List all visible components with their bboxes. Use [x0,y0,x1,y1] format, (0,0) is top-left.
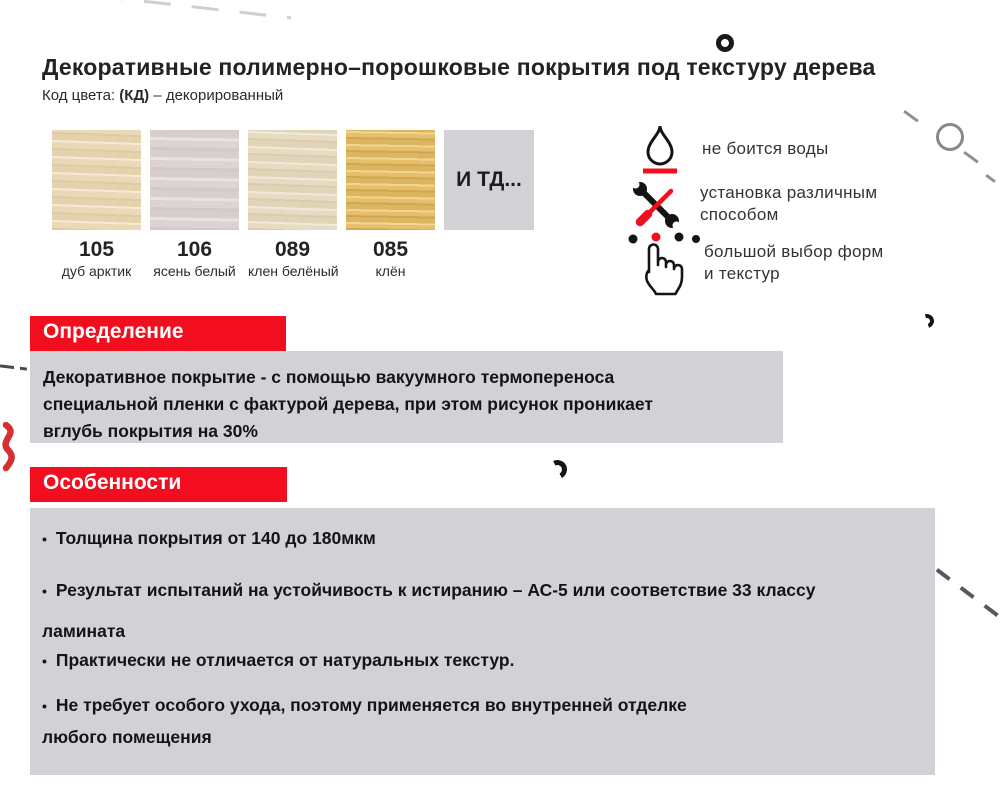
swatch-085 [346,130,435,279]
swatch-row [52,130,534,279]
swatch-code: 106 [176,238,213,261]
page-title: Декоративные полимерно–порошковые покрытия под текстуру дерева [42,54,876,80]
etc-label: И ТД... [456,168,522,191]
code-prefix: Код цвета: [42,87,120,104]
wood-texture-image [150,130,239,230]
red-squiggle-decoration [0,422,24,472]
crescent-decoration [546,458,570,482]
wood-texture-image [52,130,141,230]
swatch-105 [52,130,141,279]
feature-item: • Результат испытаний на устойчивость к истиранию – АС-5 или соответствие 33 классу ламината [42,570,915,652]
swatch-name: дуб арктик [61,263,132,279]
etc-box [444,130,534,230]
definition-text: Декоративное покрытие - с помощью вакуумного термопереноса [43,367,615,387]
crescent-decoration [918,312,937,331]
definition-text: вглубь покрытия на 30% [43,421,258,442]
benefit-row-choice [626,230,884,296]
wood-texture-image [346,130,435,230]
benefit-row-water [628,122,829,176]
dash-decoration [985,174,996,183]
features-heading: Особенности [30,467,287,502]
definition-text: специальной пленки с фактурой дерева, при этом рисунок проникает [43,394,653,415]
wood-texture-image [248,130,337,230]
benefit-label: установка различным способом [700,183,878,224]
dash-decoration [903,110,919,122]
dashed-line-decoration [936,568,1000,626]
feature-item: • Не требует особого ухода, поэтому применяется во внутренней отделке любого помещения [42,690,915,752]
color-code-subtitle [42,87,283,104]
tools-icon [624,179,688,229]
swatch-name: клён [375,263,406,279]
swatch-code: 085 [372,238,409,261]
feature-item: • Практически не отличается от натуральных текстур. [42,650,915,671]
code-value: (КД) [119,87,150,104]
code-suffix: – декорированный [149,87,284,104]
water-drop-icon [628,123,692,175]
definition-panel [30,351,783,443]
swatch-name: ясень белый [153,263,236,279]
ring-decoration [936,123,964,151]
feature-item: • Толщина покрытия от 140 до 180мкм [42,528,915,549]
swatch-code: 089 [274,238,311,261]
dash-decoration [0,364,27,370]
dashed-line-decoration [1,0,291,20]
swatch-name: клен белёный [248,263,339,279]
benefit-label: не боится воды [702,139,829,158]
benefit-row-install [624,178,877,230]
features-panel [30,508,935,775]
definition-heading: Определение [30,316,286,351]
dash-decoration [963,151,979,163]
donut-dot-decoration [716,34,734,52]
swatch-089 [248,130,337,279]
benefit-label: большой выбор форм и текстур [704,242,884,283]
swatch-code: 105 [78,238,115,261]
swatch-106 [150,130,239,279]
hand-pointer-icon [626,230,700,296]
